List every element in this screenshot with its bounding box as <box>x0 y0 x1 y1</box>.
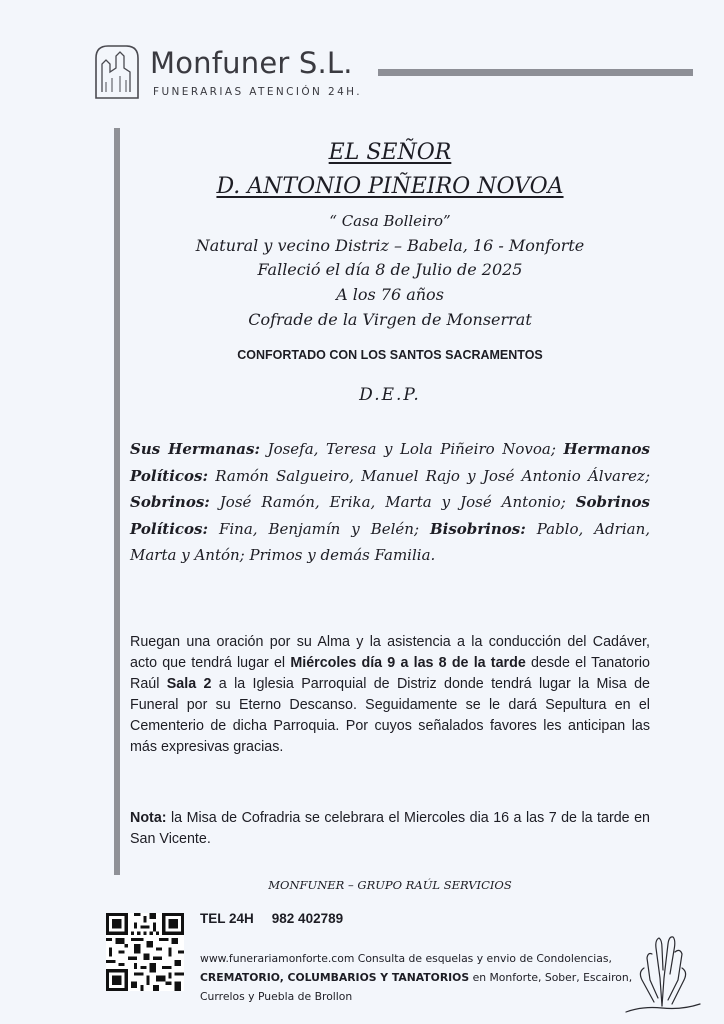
brand-name: Monfuner S.L. <box>150 46 353 80</box>
brand-tagline: FUNERARIAS ATENCIÓN 24H. <box>153 86 363 98</box>
praying-hands-icon <box>622 918 702 1016</box>
nephews: José Ramón, Erika, Marta y José Antonio; <box>209 493 576 511</box>
ceremony-paragraph <box>130 632 650 758</box>
footer-text-b: en Monforte, Sober, Escairon, Currelos y Puebla de Brollon <box>200 971 633 1003</box>
nickname: “ Casa Bolleiro” <box>329 212 451 230</box>
footer-text-a: Consulta de esquelas y envio de Condolencias, <box>354 952 612 965</box>
nephews-inlaw: Fina, Benjamín y Belén; <box>208 519 430 538</box>
ceremony-text-a: Ruegan una oración por su Alma y la asistencia a la conducción del Cadáver, acto que tendrá lugar el <box>130 634 650 671</box>
website-link[interactable]: www.funerariamonforte.com <box>200 952 355 965</box>
ceremony-when: Miércoles día 9 a las 8 de la tarde <box>290 655 526 671</box>
note-paragraph <box>130 808 650 850</box>
inlaws-label: Hermanos Políticos: <box>130 440 651 485</box>
group-name: MONFUNER – GRUPO RAÚL SERVICIOS <box>268 878 512 892</box>
ceremony-text-c: a la Iglesia Parroquial de Distriz donde tendrá lugar la Misa de Funeral por su Eterno Descanso. Seguidamente se le dará Sepultura en el Cementerio de dicha Parroquia. Por cuyos señalados favores les anticipan las más expresivas gracias. <box>130 676 650 755</box>
qr-code-icon[interactable] <box>106 913 184 991</box>
sacraments: CONFORTADO CON LOS SANTOS SACRAMENTOS <box>237 348 543 362</box>
grandnephews-label: Bisobrinos: <box>429 519 526 538</box>
tel-number[interactable]: 982 402789 <box>271 911 344 926</box>
ceremony-text-b: desde el Tanatorio Raúl <box>130 655 650 692</box>
sisters: Josefa, Teresa y Lola Piñeiro Novoa; <box>260 440 564 458</box>
deceased-name: D. ANTONIO PIÑEIRO NOVOA <box>216 174 564 199</box>
death-date: Falleció el día 8 de Julio de 2025 <box>257 260 523 279</box>
ceremony-room: Sala 2 <box>166 676 212 692</box>
left-margin-bar <box>114 128 120 875</box>
header-rule <box>378 69 693 76</box>
services: CREMATORIO, COLUMBARIOS Y TANATORIOS <box>200 971 470 984</box>
nephews-label: Sobrinos: <box>130 493 210 511</box>
brotherhood: Cofrade de la Virgen de Monserrat <box>248 310 532 329</box>
note-text: la Misa de Cofradria se celebrara el Miercoles dia 16 a las 7 de la tarde en San Vicente. <box>130 810 650 847</box>
title-line1: EL SEÑOR <box>328 140 452 165</box>
origin: Natural y vecino Distriz – Babela, 16 - Monforte <box>195 236 585 255</box>
tower-logo-icon <box>90 42 144 102</box>
footer-text <box>200 949 640 1006</box>
inlaws: Ramón Salgueiro, Manuel Rajo y José Antonio Álvarez; <box>208 466 650 485</box>
age: A los 76 años <box>336 285 444 304</box>
sisters-label: Sus Hermanas: <box>130 440 261 458</box>
family-paragraph <box>130 436 650 569</box>
nephews-inlaw-label: Sobrinos Políticos: <box>130 493 650 538</box>
note-label: Nota: <box>130 810 167 826</box>
phone-line <box>200 911 343 926</box>
grandnephews: Pablo, Adrian, Marta y Antón; Primos y demás Familia. <box>130 519 650 564</box>
tel-label: TEL 24H <box>200 911 254 926</box>
rip-text: D.E.P. <box>359 385 421 405</box>
